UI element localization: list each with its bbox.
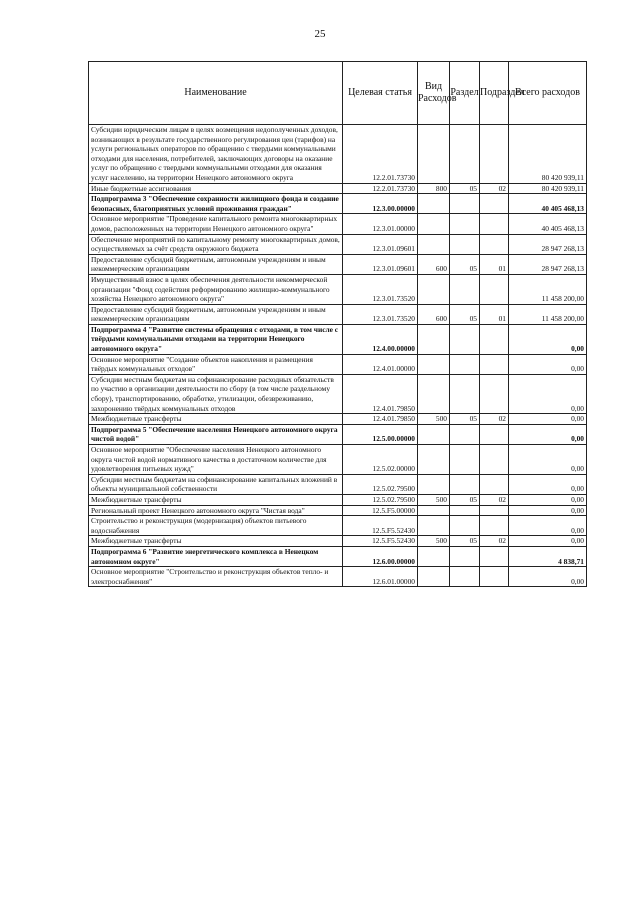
cell-total: 40 405 468,13 xyxy=(509,194,587,214)
cell-name: Иные бюджетные ассигнования xyxy=(89,183,343,194)
cell-name: Обеспечение мероприятий по капитальному ремонту многоквартирных домов, осуществляемых за счёт средств окружного бюджета xyxy=(89,234,343,254)
cell-subsection xyxy=(480,445,509,475)
table-row xyxy=(89,536,587,547)
cell-expense-type xyxy=(418,125,450,184)
header-subsection: Подраздел xyxy=(480,62,509,125)
cell-subsection xyxy=(480,424,509,444)
page-number: 25 xyxy=(314,28,326,40)
cell-name: Строительство и реконструкция (модернизация) объектов питьевого водоснабжения xyxy=(89,516,343,536)
table-row xyxy=(89,546,587,566)
header-section: Раздел xyxy=(450,62,480,125)
table-row xyxy=(89,274,587,304)
cell-subsection xyxy=(480,567,509,587)
cell-section: 05 xyxy=(450,254,480,274)
cell-name: Подпрограмма 4 "Развитие системы обращения с отходами, в том числе с твёрдыми коммунальными отходами на территории Ненецкого автономного округа" xyxy=(89,324,343,354)
cell-subsection: 02 xyxy=(480,494,509,505)
cell-code: 12.4.01.79850 xyxy=(343,374,418,413)
cell-total: 0,00 xyxy=(509,374,587,413)
cell-expense-type: 600 xyxy=(418,304,450,324)
cell-expense-type: 600 xyxy=(418,254,450,274)
cell-subsection: 02 xyxy=(480,183,509,194)
cell-name: Подпрограмма 6 "Развитие энергетического комплекса в Ненецком автономном округе" xyxy=(89,546,343,566)
cell-expense-type xyxy=(418,474,450,494)
cell-total: 0,00 xyxy=(509,516,587,536)
cell-section: 05 xyxy=(450,536,480,547)
header-name: Наименование xyxy=(89,62,343,125)
cell-code: 12.4.00.00000 xyxy=(343,324,418,354)
cell-section xyxy=(450,474,480,494)
table-row xyxy=(89,304,587,324)
cell-code: 12.3.01.73520 xyxy=(343,304,418,324)
cell-code: 12.5.02.79500 xyxy=(343,474,418,494)
cell-section xyxy=(450,567,480,587)
cell-code: 12.5.02.00000 xyxy=(343,445,418,475)
cell-section: 05 xyxy=(450,414,480,425)
table-body xyxy=(89,125,587,587)
cell-name: Основное мероприятие "Создание объектов накопления и размещения твёрдых коммунальных отходов" xyxy=(89,354,343,374)
cell-subsection: 02 xyxy=(480,414,509,425)
cell-total: 4 838,71 xyxy=(509,546,587,566)
cell-section xyxy=(450,505,480,516)
cell-total: 40 405 468,13 xyxy=(509,214,587,234)
cell-code: 12.3.01.00000 xyxy=(343,214,418,234)
cell-section xyxy=(450,234,480,254)
table-row xyxy=(89,354,587,374)
cell-section xyxy=(450,445,480,475)
cell-expense-type xyxy=(418,445,450,475)
table-row xyxy=(89,125,587,184)
cell-code: 12.5.02.79500 xyxy=(343,494,418,505)
cell-name: Основное мероприятие "Строительство и реконструкция объектов тепло- и электроснабжения" xyxy=(89,567,343,587)
cell-total: 0,00 xyxy=(509,536,587,547)
cell-expense-type xyxy=(418,194,450,214)
cell-name: Подпрограмма 5 "Обеспечение населения Ненецкого автономного округа чистой водой" xyxy=(89,424,343,444)
cell-code: 12.3.01.73520 xyxy=(343,274,418,304)
cell-section xyxy=(450,214,480,234)
cell-expense-type: 800 xyxy=(418,183,450,194)
cell-subsection xyxy=(480,324,509,354)
cell-total: 0,00 xyxy=(509,354,587,374)
cell-code: 12.3.01.09601 xyxy=(343,234,418,254)
header-code: Целевая статья xyxy=(343,62,418,125)
cell-code: 12.3.01.09601 xyxy=(343,254,418,274)
cell-subsection: 01 xyxy=(480,304,509,324)
cell-expense-type: 500 xyxy=(418,414,450,425)
cell-code: 12.5.F5.52430 xyxy=(343,536,418,547)
cell-code: 12.5.F5.52430 xyxy=(343,516,418,536)
cell-code: 12.6.01.00000 xyxy=(343,567,418,587)
cell-name: Межбюджетные трансферты xyxy=(89,536,343,547)
cell-section xyxy=(450,546,480,566)
cell-total: 0,00 xyxy=(509,324,587,354)
cell-total: 0,00 xyxy=(509,445,587,475)
cell-subsection: 01 xyxy=(480,254,509,274)
cell-expense-type xyxy=(418,546,450,566)
header-total: Всего расходов xyxy=(509,62,587,125)
cell-subsection xyxy=(480,505,509,516)
cell-total: 0,00 xyxy=(509,494,587,505)
cell-expense-type xyxy=(418,374,450,413)
cell-total: 0,00 xyxy=(509,424,587,444)
cell-name: Межбюджетные трансферты xyxy=(89,414,343,425)
table-row xyxy=(89,214,587,234)
cell-expense-type xyxy=(418,516,450,536)
cell-section: 05 xyxy=(450,183,480,194)
table-row xyxy=(89,254,587,274)
table-row xyxy=(89,567,587,587)
table-row xyxy=(89,494,587,505)
cell-section xyxy=(450,274,480,304)
table-row xyxy=(89,474,587,494)
cell-expense-type xyxy=(418,234,450,254)
cell-total: 0,00 xyxy=(509,567,587,587)
cell-subsection xyxy=(480,274,509,304)
cell-total: 0,00 xyxy=(509,505,587,516)
table-row xyxy=(89,445,587,475)
cell-subsection xyxy=(480,234,509,254)
cell-total: 28 947 268,13 xyxy=(509,234,587,254)
cell-expense-type xyxy=(418,505,450,516)
cell-name: Основное мероприятие "Обеспечение населения Ненецкого автономного округа чистой водой нормативного качества в достаточном количестве для удовлетворения питьевых нужд" xyxy=(89,445,343,475)
cell-name: Подпрограмма 3 "Обеспечение сохранности жилищного фонда и создание безопасных, благоприятных условий проживания граждан" xyxy=(89,194,343,214)
cell-subsection: 02 xyxy=(480,536,509,547)
cell-expense-type xyxy=(418,274,450,304)
cell-name: Имущественный взнос в целях обеспечения деятельности некоммерческой организации "Фонд содействия реформированию жилищно-коммунального хозяйства Ненецкого автономного округа" xyxy=(89,274,343,304)
cell-expense-type xyxy=(418,424,450,444)
cell-section xyxy=(450,374,480,413)
cell-name: Основное мероприятие "Проведение капитального ремонта многоквартирных домов, расположенных на территории Ненецкого автономного округа" xyxy=(89,214,343,234)
cell-code: 12.4.01.00000 xyxy=(343,354,418,374)
cell-section xyxy=(450,424,480,444)
cell-subsection xyxy=(480,516,509,536)
table-row xyxy=(89,374,587,413)
cell-section xyxy=(450,125,480,184)
cell-total: 0,00 xyxy=(509,414,587,425)
table-row xyxy=(89,234,587,254)
cell-subsection xyxy=(480,354,509,374)
cell-total: 11 458 200,00 xyxy=(509,274,587,304)
cell-expense-type xyxy=(418,567,450,587)
table-row xyxy=(89,194,587,214)
cell-section xyxy=(450,354,480,374)
table-row xyxy=(89,183,587,194)
cell-code: 12.6.00.00000 xyxy=(343,546,418,566)
cell-total: 11 458 200,00 xyxy=(509,304,587,324)
table-row xyxy=(89,424,587,444)
cell-subsection xyxy=(480,374,509,413)
cell-name: Региональный проект Ненецкого автономного округа "Чистая вода" xyxy=(89,505,343,516)
cell-expense-type xyxy=(418,324,450,354)
cell-subsection xyxy=(480,125,509,184)
cell-name: Предоставление субсидий бюджетным, автономным учреждениям и иным некоммерческим организациям xyxy=(89,304,343,324)
cell-code: 12.5.00.00000 xyxy=(343,424,418,444)
cell-subsection xyxy=(480,214,509,234)
budget-table xyxy=(88,61,587,587)
cell-expense-type xyxy=(418,214,450,234)
cell-name: Субсидии местным бюджетам на софинансирование капитальных вложений в объекты муниципальной собственности xyxy=(89,474,343,494)
cell-name: Субсидии юридическим лицам в целях возмещения недополученных доходов, возникающих в результате государственного регулирования цен (тарифов) на услуги региональных операторов по обращению с твердыми коммунальными отходами для населения, потребителей, заключающих договоры на оказание услуг по обращению с твердыми коммунальными отходами для оказания услуг населению, на территории Ненецкого автономного округа xyxy=(89,125,343,184)
cell-name: Предоставление субсидий бюджетным, автономным учреждениям и иным некоммерческим организациям xyxy=(89,254,343,274)
cell-section: 05 xyxy=(450,494,480,505)
cell-section xyxy=(450,516,480,536)
table-row xyxy=(89,516,587,536)
cell-total: 80 420 939,11 xyxy=(509,183,587,194)
table-row xyxy=(89,505,587,516)
cell-code: 12.2.01.73730 xyxy=(343,183,418,194)
cell-total: 28 947 268,13 xyxy=(509,254,587,274)
cell-total: 80 420 939,11 xyxy=(509,125,587,184)
table-row xyxy=(89,414,587,425)
cell-code: 12.4.01.79850 xyxy=(343,414,418,425)
cell-section xyxy=(450,324,480,354)
cell-subsection xyxy=(480,474,509,494)
cell-code: 12.3.00.00000 xyxy=(343,194,418,214)
cell-section xyxy=(450,194,480,214)
header-row xyxy=(89,62,587,125)
cell-total: 0,00 xyxy=(509,474,587,494)
cell-subsection xyxy=(480,194,509,214)
cell-name: Субсидии местным бюджетам на софинансирование расходных обязательств по участию в организации деятельности по сбору (в том числе раздельному сбору), транспортированию, обработке, утилизации, обезвреживанию, захоронению твёрдых коммунальных отходов xyxy=(89,374,343,413)
cell-expense-type: 500 xyxy=(418,536,450,547)
cell-section: 05 xyxy=(450,304,480,324)
cell-subsection xyxy=(480,546,509,566)
cell-name: Межбюджетные трансферты xyxy=(89,494,343,505)
cell-code: 12.2.01.73730 xyxy=(343,125,418,184)
cell-expense-type xyxy=(418,354,450,374)
cell-code: 12.5.F5.00000 xyxy=(343,505,418,516)
cell-expense-type: 500 xyxy=(418,494,450,505)
table-row xyxy=(89,324,587,354)
header-expense-type: Вид Расходов xyxy=(418,62,450,125)
